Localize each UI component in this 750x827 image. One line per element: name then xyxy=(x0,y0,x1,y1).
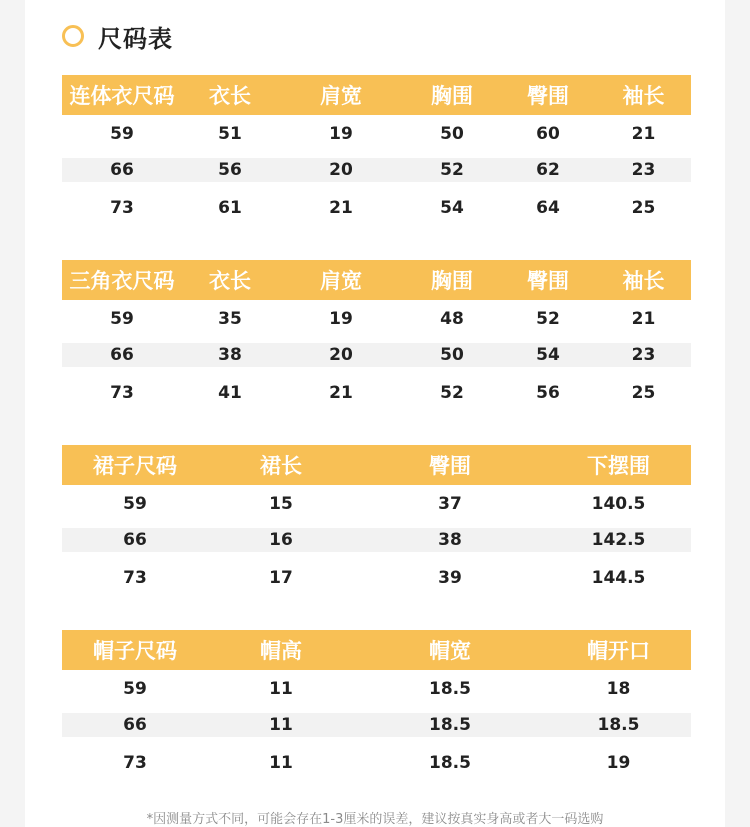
table-cell: 59 xyxy=(123,493,147,514)
table-cell: 23 xyxy=(631,160,656,180)
table-cell: 66 xyxy=(110,160,134,180)
table-cell: 23 xyxy=(631,345,656,365)
table-cell: 144.5 xyxy=(591,567,646,588)
table-cell: 52 xyxy=(536,308,560,329)
table-cell: 66 xyxy=(110,345,134,365)
table-row xyxy=(62,343,691,367)
table-cell: 73 xyxy=(110,382,134,403)
measurement-note: *因测量方式不同，可能会存在1-3厘米的误差，建议按真实身高或者大一码选购 xyxy=(146,812,604,827)
table-cell: 15 xyxy=(269,493,293,514)
header-cell: 袖长 xyxy=(622,84,665,108)
table-cell: 19 xyxy=(329,123,353,144)
table-row xyxy=(62,374,691,411)
header-cell: 袖长 xyxy=(622,269,665,293)
header-cell: 臀围 xyxy=(527,84,569,108)
table-row xyxy=(62,300,691,337)
header-cell: 三角衣尺码 xyxy=(69,269,175,293)
header-cell: 帽开口 xyxy=(587,639,650,663)
romper-size-table xyxy=(62,75,691,226)
table-row xyxy=(62,115,691,152)
header-cell: 连体衣尺码 xyxy=(69,84,175,108)
header-cell: 衣长 xyxy=(209,269,251,293)
table-cell: 17 xyxy=(269,567,293,588)
table-row xyxy=(62,189,691,226)
table-cell: 73 xyxy=(110,197,134,218)
table-cell: 21 xyxy=(329,197,353,218)
table-cell: 59 xyxy=(110,123,134,144)
section-header xyxy=(62,18,173,54)
table-cell: 39 xyxy=(438,567,462,588)
table-cell: 142.5 xyxy=(591,530,646,550)
table-row xyxy=(62,744,691,781)
table-cell: 25 xyxy=(631,382,656,403)
table-cell: 51 xyxy=(218,123,242,144)
table-cell: 66 xyxy=(123,715,147,735)
header-cell: 臀围 xyxy=(429,454,471,478)
circle-icon xyxy=(62,25,84,47)
table-cell: 59 xyxy=(123,678,147,699)
table-cell: 62 xyxy=(536,160,560,180)
table-row xyxy=(62,158,691,182)
table-cell: 11 xyxy=(269,678,293,699)
header-cell: 胸围 xyxy=(431,269,473,293)
table-cell: 18.5 xyxy=(429,678,471,699)
table-row xyxy=(62,485,691,522)
table-cell: 52 xyxy=(440,382,464,403)
table-cell: 21 xyxy=(329,382,353,403)
table-cell: 37 xyxy=(438,493,462,514)
table-cell: 18.5 xyxy=(597,715,640,735)
header-cell: 帽高 xyxy=(260,639,302,663)
table-cell: 140.5 xyxy=(591,493,646,514)
table-cell: 54 xyxy=(536,345,560,365)
table-cell: 38 xyxy=(438,530,462,550)
table-row xyxy=(62,713,691,737)
page-title: 尺码表 xyxy=(98,24,173,53)
table-header xyxy=(62,445,691,485)
table-cell: 60 xyxy=(536,123,560,144)
hat-size-table xyxy=(62,630,691,781)
table-cell: 50 xyxy=(440,345,464,365)
table-cell: 59 xyxy=(110,308,134,329)
table-header xyxy=(62,75,691,115)
header-cell: 帽宽 xyxy=(429,639,471,663)
header-cell: 帽子尺码 xyxy=(93,639,177,663)
header-cell: 肩宽 xyxy=(320,84,362,108)
table-row xyxy=(62,670,691,707)
table-cell: 16 xyxy=(269,530,293,550)
table-cell: 73 xyxy=(123,567,147,588)
table-cell: 11 xyxy=(269,715,293,735)
header-cell: 臀围 xyxy=(527,269,569,293)
header-cell: 裙子尺码 xyxy=(93,454,177,478)
table-cell: 11 xyxy=(269,752,293,773)
table-cell: 48 xyxy=(440,308,464,329)
table-cell: 18.5 xyxy=(429,752,471,773)
table-cell: 73 xyxy=(123,752,147,773)
table-row xyxy=(62,559,691,596)
skirt-size-table xyxy=(62,445,691,596)
header-cell: 下摆围 xyxy=(587,454,650,478)
header-cell: 裙长 xyxy=(260,454,302,478)
table-cell: 52 xyxy=(440,160,464,180)
table-cell: 25 xyxy=(631,197,656,218)
table-cell: 50 xyxy=(440,123,464,144)
header-cell: 肩宽 xyxy=(320,269,362,293)
header-cell: 衣长 xyxy=(209,84,251,108)
table-cell: 19 xyxy=(329,308,353,329)
table-cell: 61 xyxy=(218,197,242,218)
table-cell: 35 xyxy=(218,308,242,329)
table-cell: 56 xyxy=(536,382,560,403)
table-cell: 41 xyxy=(218,382,242,403)
table-cell: 20 xyxy=(329,160,353,180)
table-cell: 21 xyxy=(631,308,656,329)
table-cell: 20 xyxy=(329,345,353,365)
table-cell: 18.5 xyxy=(429,715,471,735)
table-header xyxy=(62,260,691,300)
bodysuit-size-table xyxy=(62,260,691,411)
table-cell: 38 xyxy=(218,345,242,365)
table-cell: 18 xyxy=(606,678,631,699)
header-cell: 胸围 xyxy=(431,84,473,108)
table-row xyxy=(62,528,691,552)
table-cell: 66 xyxy=(123,530,147,550)
table-header xyxy=(62,630,691,670)
table-cell: 54 xyxy=(440,197,464,218)
table-cell: 19 xyxy=(606,752,631,773)
table-cell: 56 xyxy=(218,160,242,180)
table-cell: 64 xyxy=(536,197,560,218)
table-cell: 21 xyxy=(631,123,656,144)
